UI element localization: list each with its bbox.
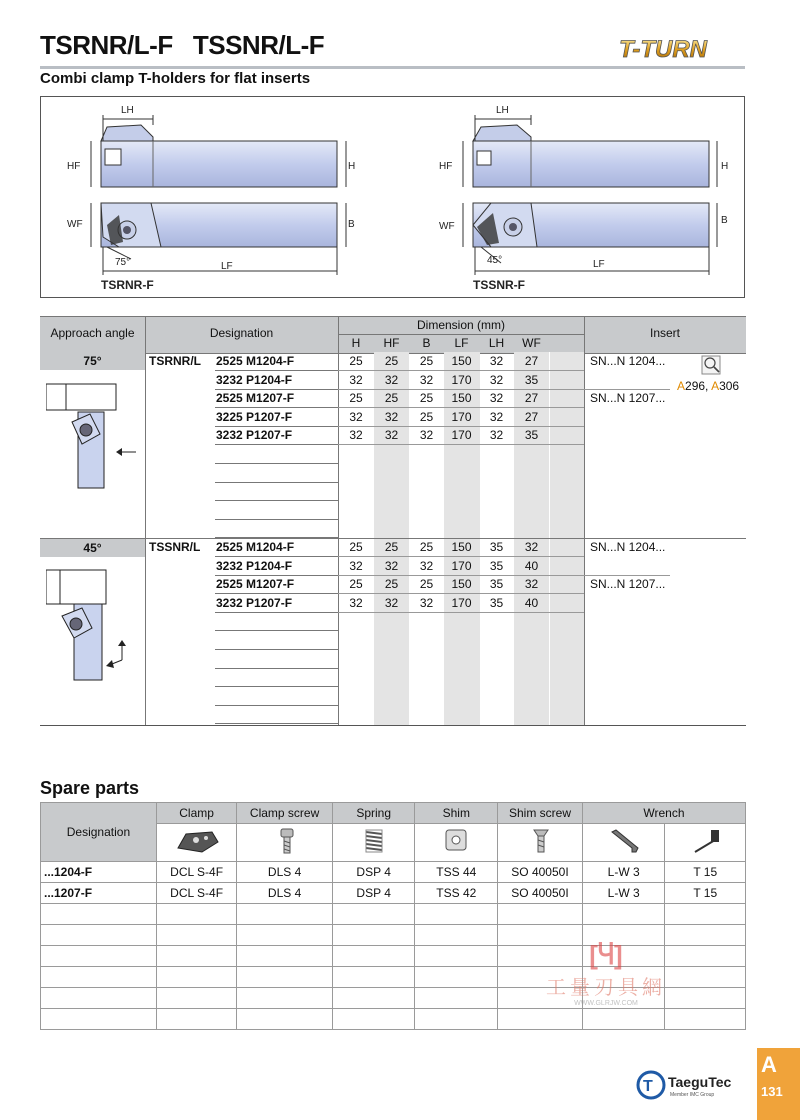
dim-value-b: 32 xyxy=(419,558,434,573)
dim-value-b: 32 xyxy=(419,372,434,387)
insert-type: SN...N 1204... xyxy=(590,540,666,554)
svg-text:H: H xyxy=(348,161,356,172)
dim-value-wf: 35 xyxy=(524,372,539,387)
dim-value-wf: 35 xyxy=(524,428,539,443)
svg-text:H: H xyxy=(721,161,729,172)
spare-part-code: DSP 4 xyxy=(332,862,415,883)
designation-code: 3232 P1204-F xyxy=(216,558,293,573)
dim-value-lf: 150 xyxy=(451,391,472,406)
dim-value-lf: 150 xyxy=(451,577,472,592)
dimension-header: Dimension (mm) xyxy=(416,318,505,332)
dim-value-lf: 170 xyxy=(451,409,472,424)
svg-text:WF: WF xyxy=(67,219,83,230)
dimension-table xyxy=(40,316,746,726)
designation-header: Designation xyxy=(209,326,274,340)
designation-code: 3225 P1207-F xyxy=(216,409,293,424)
dim-value-lh: 35 xyxy=(489,558,504,573)
dim-value-h: 32 xyxy=(349,428,363,443)
taegutec-logo: T TaeguTec Member IMC Group xyxy=(636,1068,756,1104)
svg-text:B: B xyxy=(721,215,728,226)
spring-icon xyxy=(332,824,415,862)
spare-part-code: L-W 3 xyxy=(582,883,665,904)
tssnr-approach-illustration xyxy=(46,564,142,684)
tool-drawing-box xyxy=(40,96,745,298)
designation-code: 2525 M1207-F xyxy=(216,391,295,406)
spare-part-code: DLS 4 xyxy=(237,883,333,904)
spare-parts-row xyxy=(41,862,746,883)
spare-part-code: TSS 44 xyxy=(415,862,498,883)
insert-page-reference[interactable]: A296, A306 xyxy=(677,379,740,393)
right-figure-name: TSSNR-F xyxy=(473,278,525,292)
dim-header-b: B xyxy=(422,336,431,350)
dim-value-b: 32 xyxy=(419,595,434,610)
section-page-tab: A 131 xyxy=(757,1048,800,1120)
approach-angle-header: Approach angle xyxy=(50,326,135,340)
logo-text: T-TURN xyxy=(619,36,707,63)
designation-code: 3232 P1204-F xyxy=(216,372,293,387)
dim-value-hf: 25 xyxy=(384,540,399,554)
dim-header-hf: HF xyxy=(383,336,400,350)
dim-value-hf: 32 xyxy=(384,595,399,610)
svg-text:HF: HF xyxy=(439,161,453,172)
clamp-screw-icon xyxy=(237,824,333,862)
angle-75-cell: 75° xyxy=(40,352,145,370)
dim-value-h: 25 xyxy=(349,391,363,406)
dim-value-hf: 32 xyxy=(384,372,399,387)
dim-value-hf: 32 xyxy=(384,558,399,573)
angle-45-cell: 45° xyxy=(40,538,145,557)
insert-type: SN...N 1207... xyxy=(590,391,666,406)
shim-screw-header: Shim screw xyxy=(498,803,583,824)
spare-designation: ...1204-F xyxy=(41,862,157,883)
dim-value-h: 25 xyxy=(349,540,363,554)
dim-value-lh: 35 xyxy=(489,595,504,610)
spare-part-code: TSS 42 xyxy=(415,883,498,904)
dim-value-lh: 32 xyxy=(489,409,504,424)
spare-part-code: T 15 xyxy=(665,862,746,883)
dim-value-lh: 32 xyxy=(489,391,504,406)
wrench-header: Wrench xyxy=(582,803,745,824)
dim-value-hf: 25 xyxy=(384,354,399,368)
dim-value-lh: 35 xyxy=(489,540,504,554)
spare-parts-row xyxy=(41,904,746,925)
dim-value-wf: 27 xyxy=(524,409,539,424)
designation-code: 2525 M1207-F xyxy=(216,577,295,592)
spare-designation: ...1207-F xyxy=(41,883,157,904)
spare-parts-row xyxy=(41,883,746,904)
clamp-icon xyxy=(156,824,236,862)
spare-part-code: DCL S-4F xyxy=(156,883,236,904)
insert-type: SN...N 1207... xyxy=(590,577,666,592)
spare-parts-row xyxy=(41,1009,746,1030)
svg-text:T: T xyxy=(643,1078,653,1095)
dim-value-lh: 32 xyxy=(489,354,504,368)
shim-header: Shim xyxy=(415,803,498,824)
right-tool-drawing xyxy=(439,105,728,292)
dim-value-h: 25 xyxy=(349,577,363,592)
torx-key-icon xyxy=(665,824,746,862)
spare-part-code: DLS 4 xyxy=(237,862,333,883)
designation-prefix: TSRNR/L xyxy=(149,354,201,368)
dim-value-wf: 32 xyxy=(524,577,539,592)
dim-value-lf: 170 xyxy=(451,372,472,387)
dim-value-b: 25 xyxy=(419,409,434,424)
svg-text:75°: 75° xyxy=(115,257,131,268)
insert-type: SN...N 1204... xyxy=(590,354,666,368)
spare-part-code: DCL S-4F xyxy=(156,862,236,883)
svg-text:WF: WF xyxy=(439,221,455,232)
dim-value-h: 32 xyxy=(349,409,363,424)
hex-key-icon xyxy=(582,824,665,862)
spring-header: Spring xyxy=(332,803,415,824)
dim-value-lh: 35 xyxy=(489,577,504,592)
dim-value-hf: 32 xyxy=(384,409,399,424)
title-rule xyxy=(40,66,745,69)
t-turn-logo xyxy=(615,32,747,64)
tool-drawings xyxy=(41,97,744,297)
page-title: TSRNR/L-F TSSNR/L-F xyxy=(40,30,325,60)
svg-text:LH: LH xyxy=(496,105,509,116)
shim-screw-icon xyxy=(498,824,583,862)
spare-part-code: DSP 4 xyxy=(332,883,415,904)
dim-value-hf: 25 xyxy=(384,391,399,406)
spare-designation-header: Designation xyxy=(41,803,157,862)
dim-value-h: 25 xyxy=(349,354,363,368)
dim-value-lf: 150 xyxy=(451,354,472,368)
dim-value-h: 32 xyxy=(349,372,363,387)
designation-code: 3232 P1207-F xyxy=(216,595,293,610)
designation-prefix: TSSNR/L xyxy=(149,540,201,554)
clamp-header: Clamp xyxy=(156,803,236,824)
svg-text:LH: LH xyxy=(121,105,134,116)
dim-value-b: 25 xyxy=(419,540,434,554)
dim-value-lf: 170 xyxy=(451,558,472,573)
dim-value-lf: 150 xyxy=(451,540,472,554)
page-subtitle: Combi clamp T-holders for flat inserts xyxy=(40,70,311,87)
left-figure-name: TSRNR-F xyxy=(101,278,154,292)
dim-value-lh: 32 xyxy=(489,428,504,443)
dim-value-b: 32 xyxy=(419,428,434,443)
shim-icon xyxy=(415,824,498,862)
spare-part-code: SO 40050I xyxy=(498,862,583,883)
designation-code: 2525 M1204-F xyxy=(216,354,295,368)
designation-code: 3232 P1207-F xyxy=(216,428,293,443)
spare-part-code: L-W 3 xyxy=(582,862,665,883)
dim-value-wf: 40 xyxy=(524,558,539,573)
designation-code: 2525 M1204-F xyxy=(216,540,295,554)
insert-header: Insert xyxy=(649,326,680,340)
spare-part-code: T 15 xyxy=(665,883,746,904)
svg-text:LF: LF xyxy=(221,261,233,272)
dim-value-lf: 170 xyxy=(451,595,472,610)
dim-value-wf: 40 xyxy=(524,595,539,610)
svg-text:45°: 45° xyxy=(487,255,503,266)
svg-text:HF: HF xyxy=(67,161,81,172)
dim-value-b: 25 xyxy=(419,391,434,406)
dim-value-b: 25 xyxy=(419,354,434,368)
magnifier-icon xyxy=(700,354,722,376)
dim-header-lh: LH xyxy=(488,336,505,350)
watermark: [Ⴗ] 工量刃具網 WWW.GLRJW.COM xyxy=(546,940,666,1007)
clamp-screw-header: Clamp screw xyxy=(237,803,333,824)
svg-text:LF: LF xyxy=(593,259,605,270)
svg-text:B: B xyxy=(348,219,355,230)
dim-header-h: H xyxy=(351,336,361,350)
dim-value-wf: 27 xyxy=(524,354,539,368)
dim-header-lf: LF xyxy=(454,336,469,350)
dim-value-wf: 32 xyxy=(524,540,539,554)
spare-parts-title: Spare parts xyxy=(40,778,140,798)
spare-part-code: SO 40050I xyxy=(498,883,583,904)
dim-value-lf: 170 xyxy=(451,428,472,443)
dim-value-h: 32 xyxy=(349,595,363,610)
dim-value-hf: 25 xyxy=(384,577,399,592)
left-tool-drawing xyxy=(67,105,355,292)
dim-value-b: 25 xyxy=(419,577,434,592)
dim-value-h: 32 xyxy=(349,558,363,573)
dim-value-hf: 32 xyxy=(384,428,399,443)
dim-value-lh: 32 xyxy=(489,372,504,387)
dim-header-wf: WF xyxy=(522,336,541,350)
tsrnr-approach-illustration xyxy=(46,378,142,490)
dim-value-wf: 27 xyxy=(524,391,539,406)
